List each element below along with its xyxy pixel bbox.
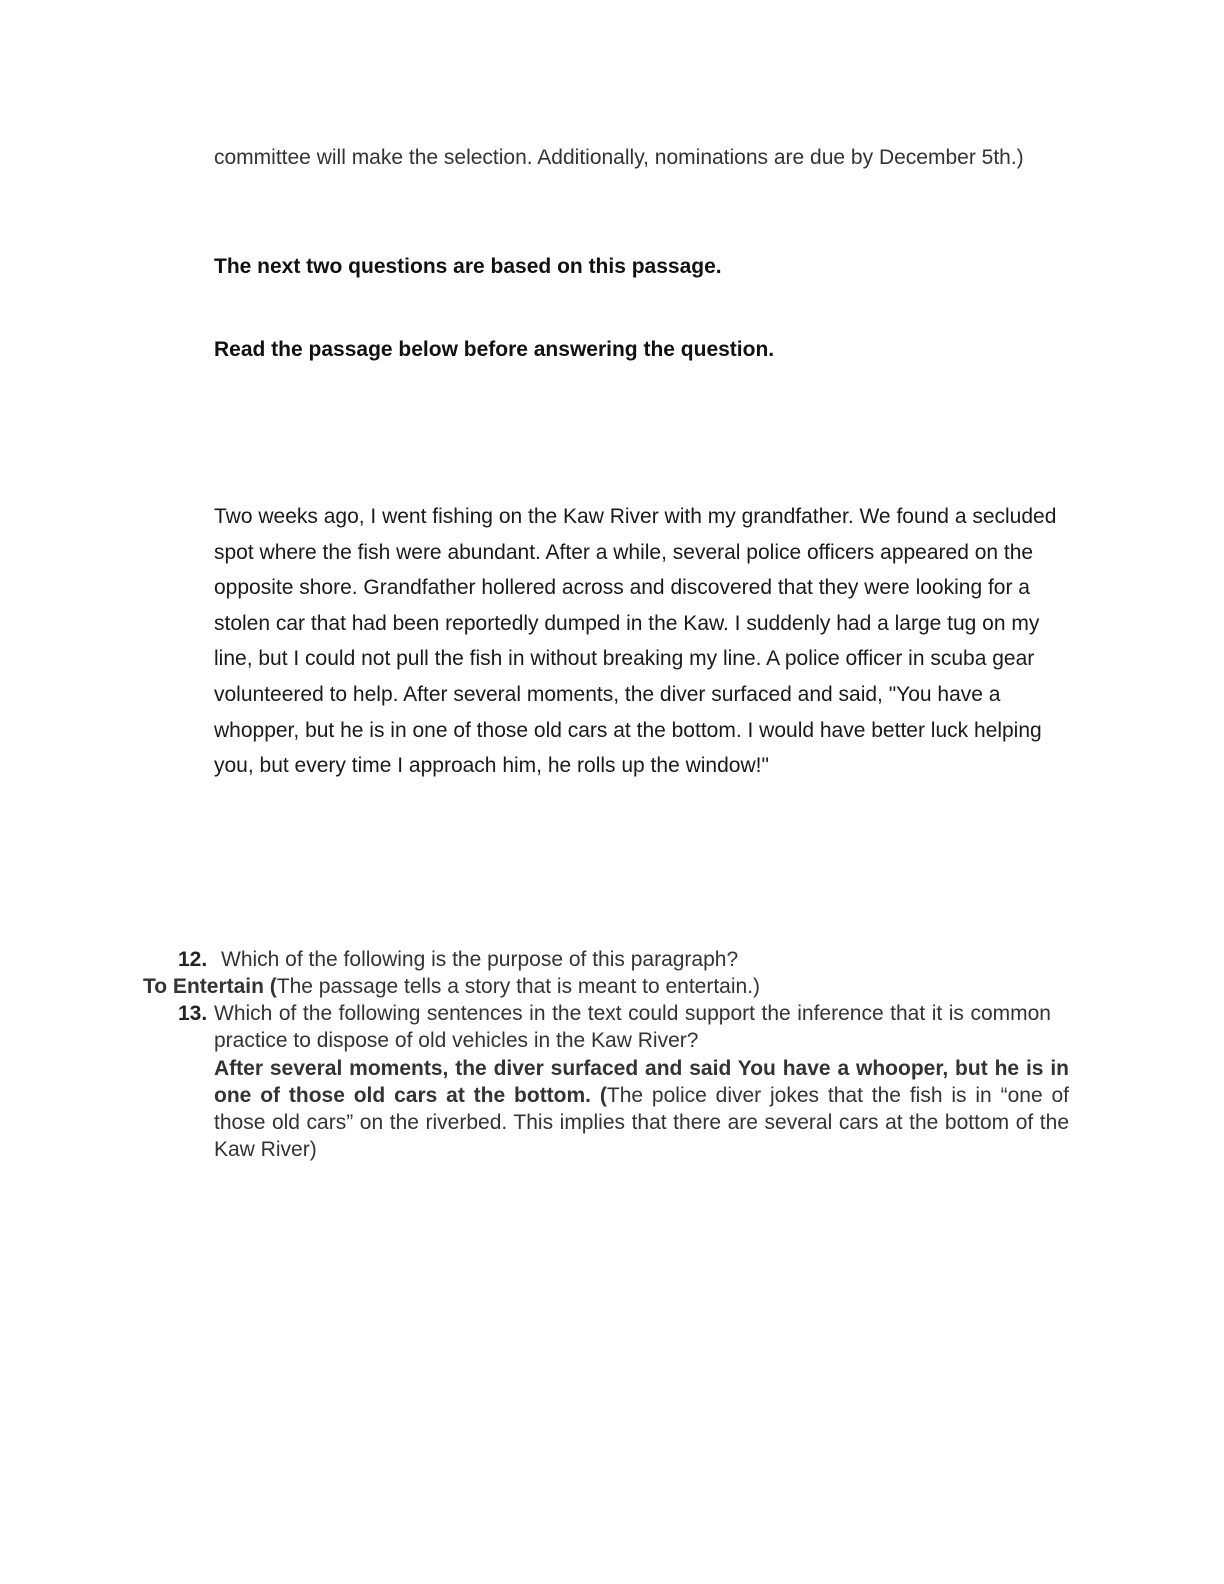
question-text: Which of the following is the purpose of this paragraph? (221, 948, 739, 971)
question-text: Which of the following sentences in the text could support the inference that it is common practice to dispose of old vehicles in the Kaw River? (214, 1002, 1051, 1052)
answer-13 (214, 1055, 1069, 1163)
continuation-paragraph: committee will make the selection. Additionally, nominations are due by December 5th.) (214, 146, 1024, 169)
answer-explanation: The police diver jokes that the fish is in “one of those old cars” on the riverbed. This implies that there are several cars at the bottom of the Kaw River) (214, 1084, 1069, 1161)
answer-label: To Entertain ( (143, 975, 277, 998)
question-number: 13. (178, 1002, 208, 1025)
answer-label: After several moments, the diver surfaced and said You have a whooper, but he is in one of those old cars at the bottom. ( (214, 1057, 1069, 1107)
instruction-next-two-questions: The next two questions are based on this passage. (214, 255, 722, 278)
question-number: 12. (178, 948, 208, 971)
instruction-read-passage: Read the passage below before answering the question. (214, 338, 775, 361)
answer-explanation: The passage tells a story that is meant to entertain.) (276, 975, 761, 998)
reading-passage: Two weeks ago, I went fishing on the Kaw River with my grandfather. We found a secluded spot where the fish were abundant. After a while, several police officers appeared on the opposite shore. Grandfather hollered across and discovered that they were looking for a stolen car that had been reportedly dumped in the Kaw. I suddenly had a large tug on my line, but I could not pull the fish in without breaking my line. A police officer in scuba gear volunteered to help. After several moments, the diver surfaced and said, "You have a whopper, but he is in one of those old cars at the bottom. I would have better luck helping you, but every time I approach him, he rolls up the window!" (214, 505, 1057, 778)
answer-12 (143, 973, 1043, 1000)
